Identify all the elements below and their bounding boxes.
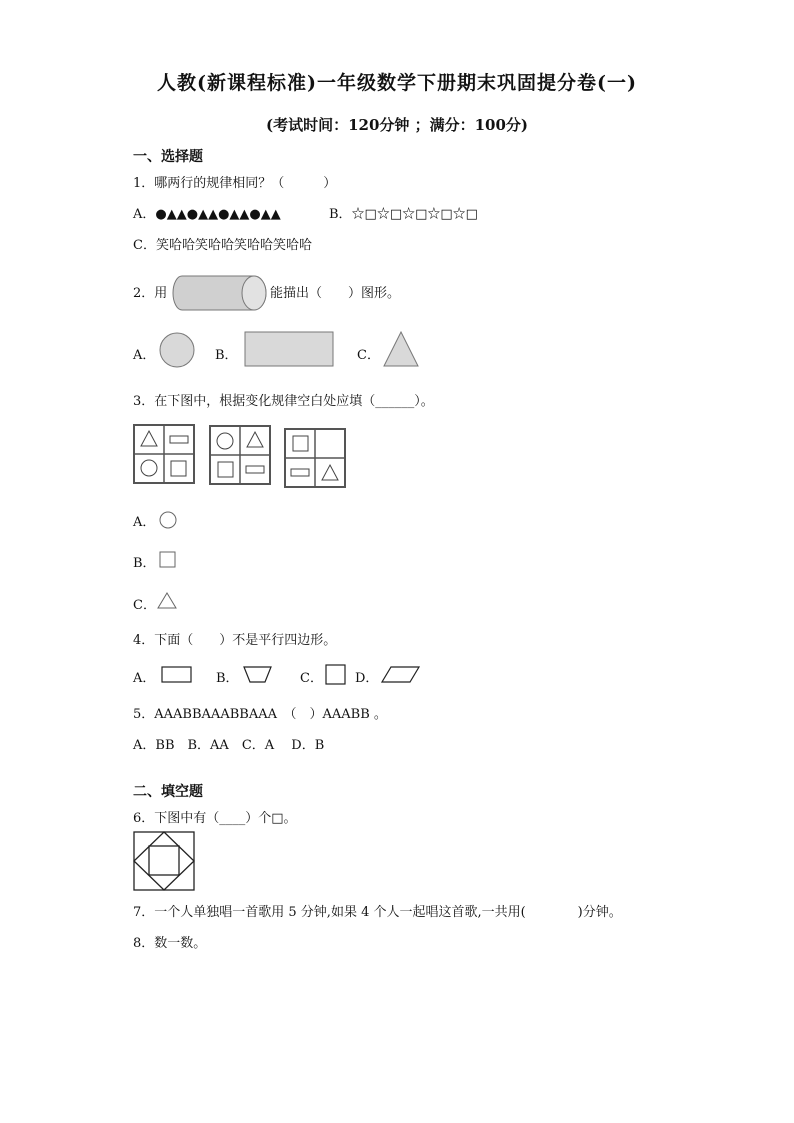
question-4-stem: 4．下面（ ）不是平行四边形。 xyxy=(133,633,337,648)
nested-squares-figure xyxy=(133,831,195,891)
section-heading-fill: 二、填空题 xyxy=(133,784,203,800)
pattern-grid-3 xyxy=(284,428,346,488)
question-1-option-c: C．笑哈哈笑哈哈笑哈哈笑哈哈 xyxy=(133,238,312,253)
circle-shape-icon xyxy=(159,332,195,368)
triangle-shape-icon xyxy=(383,331,419,367)
pattern-grid-1 xyxy=(133,424,195,484)
question-4-option-a: A． xyxy=(133,671,156,686)
section-heading-choice: 一、选择题 xyxy=(133,149,203,165)
question-4-option-c: C． xyxy=(300,671,323,686)
parallelogram-icon xyxy=(381,666,423,686)
square-shape-icon xyxy=(325,664,347,686)
question-3-option-a: A． xyxy=(133,515,156,530)
pattern-grid-2 xyxy=(209,425,271,485)
question-4-option-b: B． xyxy=(216,671,239,686)
square-icon xyxy=(159,551,177,569)
question-2-stem-end: 能描出（ ）图形。 xyxy=(270,286,401,301)
rectangle-shape-icon xyxy=(244,331,334,367)
exam-info: (考试时间：120分钟 ；满分：100分) xyxy=(265,116,529,134)
question-1-stem: 1．哪两行的规律相同？（ ） xyxy=(133,176,337,191)
question-1-option-a: A．●▲▲●▲▲●▲▲●▲▲ xyxy=(133,207,281,222)
question-3-option-b: B． xyxy=(133,556,156,571)
question-2-option-c: C． xyxy=(357,348,380,363)
question-6-stem: 6．下图中有（____）个□。 xyxy=(133,811,297,826)
circle-icon xyxy=(159,511,177,529)
page-title: 人教(新课程标准)一年级数学下册期末巩固提分卷(一) xyxy=(157,72,637,94)
question-3-stem: 3．在下图中，根据变化规律空白处应填（______）。 xyxy=(133,394,434,409)
triangle-icon xyxy=(157,592,177,610)
question-4-option-d: D． xyxy=(355,671,379,686)
question-8-stem: 8．数一数。 xyxy=(133,936,207,951)
question-7-stem: 7．一个人单独唱一首歌用 5 分钟,如果 4 个人一起唱这首歌,一共用( )分钟。 xyxy=(133,905,622,920)
question-1-option-b: B．☆□☆□☆□☆□☆□ xyxy=(329,207,478,222)
question-5-stem: 5．AAABBAAABBAAA （ ）AAABB 。 xyxy=(133,707,387,722)
trapezoid-icon xyxy=(243,666,273,684)
question-2-stem-start: 2．用 xyxy=(133,286,168,301)
question-3-option-c: C． xyxy=(133,598,156,613)
question-5-options: A．BB B．AA C．A D．B xyxy=(133,738,325,753)
rectangle-icon xyxy=(161,666,193,684)
question-2-option-b: B． xyxy=(215,348,238,363)
cylinder-image xyxy=(172,275,268,311)
question-2-option-a: A． xyxy=(133,348,156,363)
